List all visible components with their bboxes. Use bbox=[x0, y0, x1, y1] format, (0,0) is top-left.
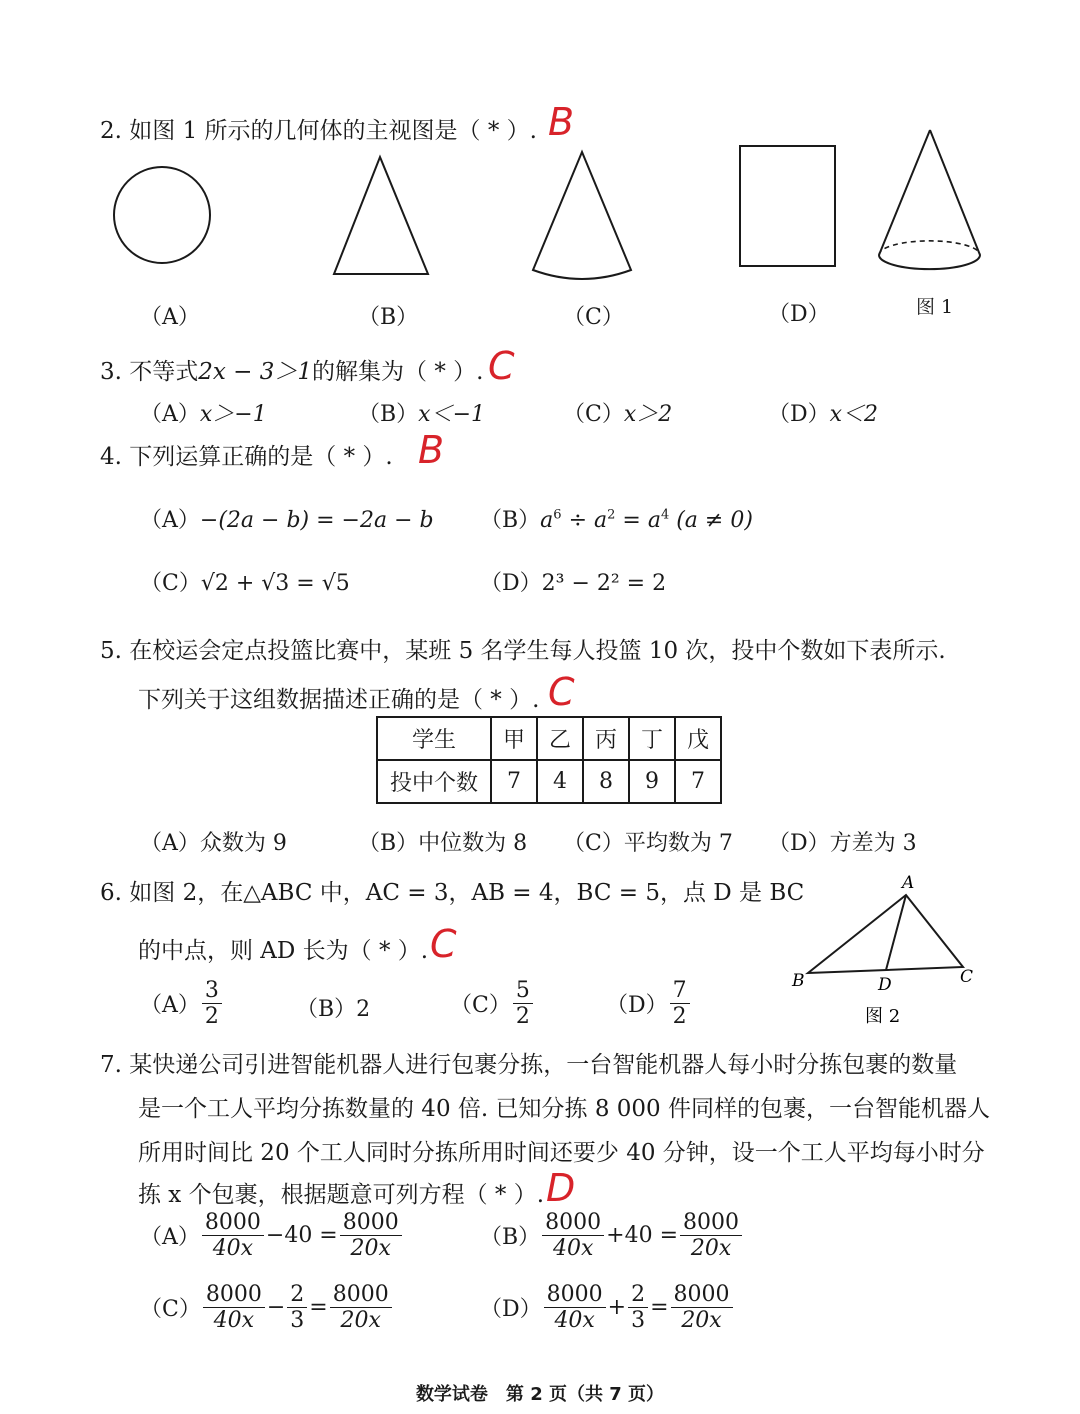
q6-number: 6. bbox=[100, 880, 122, 906]
q5-option-b: （B）中位数为 8 bbox=[358, 831, 528, 856]
q6-option-d: （D） $\frac{7}{2}$ bbox=[606, 978, 692, 1030]
label-a: A bbox=[902, 873, 915, 893]
figure1-cone bbox=[879, 130, 980, 269]
table-row bbox=[377, 760, 721, 803]
q5-option-d: （D）方差为 3 bbox=[768, 831, 917, 856]
q2-shapes bbox=[0, 120, 1080, 290]
q2-number: 2. bbox=[100, 118, 122, 144]
q3-option-a: （A）x＞−1 bbox=[140, 402, 267, 427]
q7-text-line3: 所用时间比 20 个工人同时分拣所用时间还要少 40 分钟，设一个工人平均每小时分 bbox=[138, 1140, 985, 1166]
q5-handwritten-answer: C bbox=[548, 670, 575, 714]
shape-a-circle bbox=[114, 167, 210, 263]
table-row-label: 投中个数 bbox=[377, 760, 491, 803]
q2-option-c: （C） bbox=[563, 305, 624, 330]
shape-c-cone-view bbox=[533, 152, 631, 279]
q3-option-d: （D）x＜2 bbox=[768, 402, 879, 427]
table-header-cell: 丁 bbox=[629, 717, 675, 760]
table-header-cell: 乙 bbox=[537, 717, 583, 760]
q6-option-c: （C） $\frac{5}{2}$ bbox=[450, 978, 535, 1030]
q7-option-d: （D） $\frac{8000}{40x}$ + $\frac{2}{3}$ = $\frac{8000}{20x}$ bbox=[480, 1282, 735, 1334]
table-cell: 9 bbox=[629, 760, 675, 803]
q3-option-b: （B）x＜−1 bbox=[358, 402, 486, 427]
table-cell: 7 bbox=[491, 760, 537, 803]
q7-text-line4: 拣 x 个包裹，根据题意可列方程（ * ）. bbox=[138, 1182, 545, 1208]
q7-text-line1: 某快递公司引进智能机器人进行包裹分拣，一台智能机器人每小时分拣包裹的数量 bbox=[129, 1052, 958, 1078]
table-cell: 8 bbox=[583, 760, 629, 803]
q6-text-line1: 如图 2，在△ABC 中，AC = 3，AB = 4，BC = 5，点 D 是 BC bbox=[129, 880, 805, 906]
q5-option-c: （C）平均数为 7 bbox=[563, 831, 733, 856]
figure2-triangle bbox=[780, 870, 980, 1030]
q4-option-d: （D）2³ − 2² = 2 bbox=[480, 571, 667, 596]
q6-option-b: （B）2 bbox=[296, 997, 371, 1022]
label-b: B bbox=[792, 971, 805, 991]
q7-option-c: （C） $\frac{8000}{40x}$ − $\frac{2}{3}$ = $\frac{8000}{20x}$ bbox=[140, 1282, 394, 1334]
q5-text-line2: 下列关于这组数据描述正确的是（ * ）. bbox=[138, 687, 540, 713]
page-footer: 数学试卷 第 2 页（共 7 页） bbox=[415, 1384, 665, 1405]
q4-number: 4. bbox=[100, 444, 122, 470]
table-cell: 4 bbox=[537, 760, 583, 803]
q7-handwritten-answer: D bbox=[546, 1166, 576, 1210]
q2-text: 如图 1 所示的几何体的主视图是（ * ）. bbox=[129, 118, 537, 144]
q4-option-a: （A）−(2a − b) = −2a − b bbox=[140, 508, 434, 533]
q2-handwritten-answer: B bbox=[548, 100, 575, 144]
table-header-cell: 学生 bbox=[377, 717, 491, 760]
table-cell: 7 bbox=[675, 760, 721, 803]
table-header-row bbox=[377, 717, 721, 760]
q4-stem bbox=[100, 438, 393, 471]
q5-option-a: （A）众数为 9 bbox=[140, 831, 287, 856]
q6-option-a: （A） $\frac{3}{2}$ bbox=[140, 978, 224, 1030]
shape-b-triangle bbox=[334, 157, 428, 274]
q3-text-post: 的解集为（ * ）. bbox=[312, 359, 484, 385]
shape-d-rectangle bbox=[740, 146, 835, 266]
q7-stem-line1 bbox=[100, 1046, 957, 1079]
q2-option-b: （B） bbox=[358, 305, 419, 330]
table-header-cell: 戊 bbox=[675, 717, 721, 760]
q4-handwritten-answer: B bbox=[418, 428, 445, 472]
q5-stem-line1 bbox=[100, 632, 946, 665]
q3-expression: 2x − 3＞1 bbox=[198, 359, 313, 385]
q3-handwritten-answer: C bbox=[488, 344, 515, 388]
q4-option-b: $(B)a^6 \div a^2 = a^4$ (a ≠ 0) bbox=[480, 507, 753, 533]
q7-number: 7. bbox=[100, 1052, 122, 1078]
q7-option-a: （A） $\frac{8000}{40x}$ −40 = $\frac{8000}{20x}$ bbox=[140, 1210, 404, 1262]
q3-number: 3. bbox=[100, 359, 122, 385]
q7-option-b: （B） $\frac{8000}{40x}$ +40 = $\frac{8000}{20x}$ bbox=[480, 1210, 744, 1262]
q5-number: 5. bbox=[100, 638, 122, 664]
q7-text-line2: 是一个工人平均分拣数量的 40 倍. 已知分拣 8 000 件同样的包裹，一台智能机器人 bbox=[138, 1096, 990, 1122]
q6-text-line2: 的中点，则 AD 长为（ * ）. bbox=[138, 938, 429, 964]
q6-stem-line1 bbox=[100, 874, 804, 907]
q2-option-d: （D） bbox=[768, 302, 830, 327]
q5-text-line1: 在校运会定点投篮比赛中，某班 5 名学生每人投篮 10 次，投中个数如下表所示. bbox=[129, 638, 946, 664]
label-d: D bbox=[878, 975, 892, 995]
q4-option-c: （C）√2 + √3 = √5 bbox=[140, 571, 350, 596]
q3-text-pre: 不等式 bbox=[129, 359, 199, 385]
q3-stem bbox=[100, 353, 483, 386]
q5-data-table bbox=[376, 716, 722, 804]
label-c: C bbox=[960, 967, 974, 987]
figure2-caption: 图 2 bbox=[865, 1006, 901, 1027]
table-header-cell: 甲 bbox=[491, 717, 537, 760]
q6-handwritten-answer: C bbox=[430, 922, 457, 966]
q2-option-a: （A） bbox=[140, 305, 200, 330]
q4-text: 下列运算正确的是（ * ）. bbox=[129, 444, 393, 470]
q3-option-c: （C）x＞2 bbox=[563, 402, 673, 427]
figure1-caption: 图 1 bbox=[916, 296, 954, 318]
table-header-cell: 丙 bbox=[583, 717, 629, 760]
